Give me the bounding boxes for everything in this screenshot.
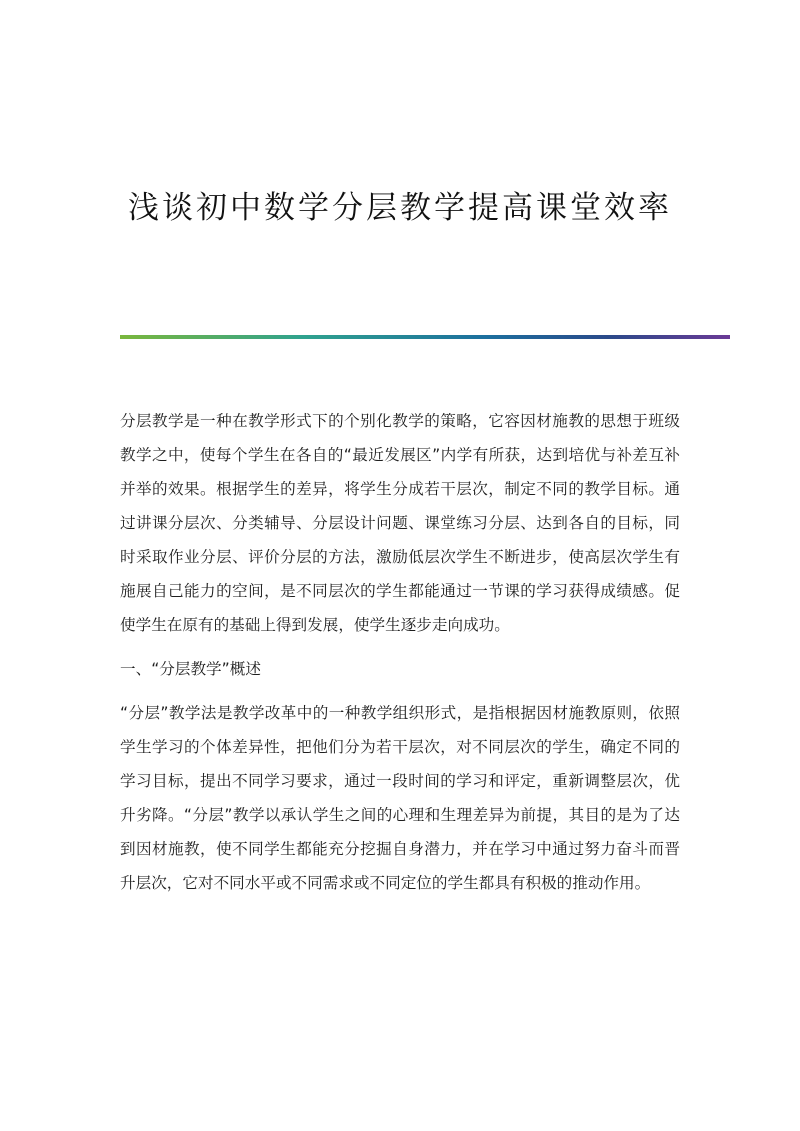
- section-heading: 一、“分层教学”概述: [120, 660, 261, 678]
- document-body: [120, 404, 680, 900]
- intro-paragraph: 分层教学是一种在教学形式下的个别化教学的策略，它容因材施教的思想于班级教学之中，使每个学生在各自的“最近发展区”内学有所获，达到培优与补差互补并举的效果。根据学生的差异，将学生分成若干层次，制定不同的教学目标。通过讲课分层次、分类辅导、分层设计问题、课堂练习分层、达到各自的目标，同时采取作业分层、评价分层的方法，激励低层次学生不断进步，使高层次学生有施展自己能力的空间，是不同层次的学生都能通过一节课的学习获得成绩感。促使学生在原有的基础上得到发展，使学生逐步走向成功。: [120, 412, 680, 634]
- section-paragraph: “分层”教学法是教学改革中的一种教学组织形式，是指根据因材施教原则，依照学生学习的个体差异性，把他们分为若干层次，对不同层次的学生，确定不同的学习目标，提出不同学习要求，通过一段时间的学习和评定，重新调整层次，优升劣降。“分层”教学以承认学生之间的心理和生理差异为前提，其目的是为了达到因材施教，使不同学生都能充分挖掘自身潜力，并在学习中通过努力奋斗而晋升层次，它对不同水平或不同需求或不同定位的学生都具有积极的推动作用。: [120, 704, 680, 892]
- title-divider: [120, 335, 730, 339]
- document-title: 浅谈初中数学分层教学提高课堂效率: [128, 190, 672, 226]
